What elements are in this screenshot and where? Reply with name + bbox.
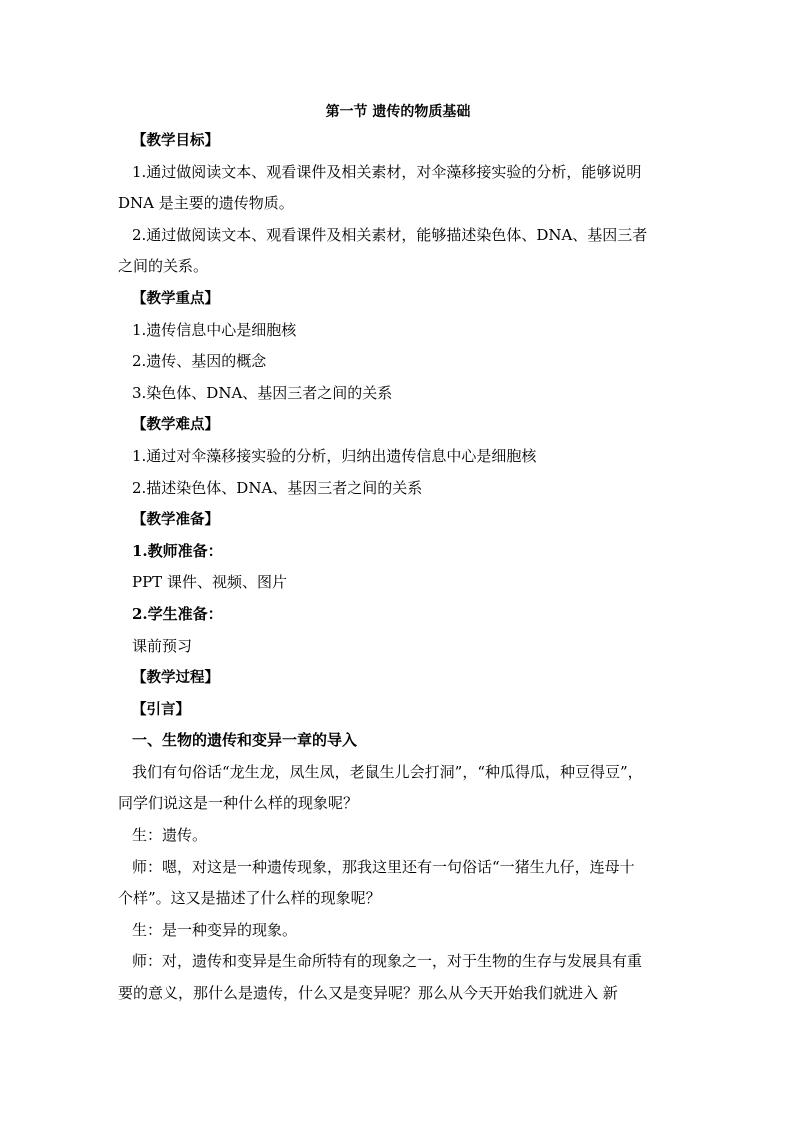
paragraph-1-line1: 我们有句俗话“龙生龙，凤生凤，老鼠生儿会打洞”，“种瓜得瓜，种豆得豆”， [132,762,643,781]
process-heading: 【教学过程】 [132,669,219,687]
objectives-heading: 【教学目标】 [132,132,219,149]
teacher-paragraph-3-line1: 师：对，遗传和变异是生命所特有的现象之一，对于生物的生存与发展具有重 [132,952,643,971]
difficulties-heading: 【教学难点】 [132,416,219,434]
page-title: 第一节 遗传的物质基础 [325,104,471,120]
teacher-prep-label: 1.教师准备： [132,541,223,560]
document-page [118,100,678,1010]
keypoints-heading: 【教学重点】 [132,289,219,307]
student-reply-1: 生：遗传。 [132,826,208,845]
teacher-paragraph-3-line2: 要的意义，那什么是遗传，什么又是变异呢？那么从今天开始我们就进入 新 [118,984,618,1003]
keypoint-3: 3.染色体、DNA、基因三者之间的关系 [132,383,393,402]
keypoint-1: 1.遗传信息中心是细胞核 [132,320,297,339]
preparation-heading: 【教学准备】 [132,511,219,529]
objective-2-line1: 2.通过做阅读文本、观看课件及相关素材，能够描述染色体、DNA、基因三者 [132,225,648,244]
objective-2-line2: 之间的关系。 [118,257,209,276]
keypoint-2: 2.遗传、基因的概念 [132,352,267,371]
paragraph-1-line2: 同学们说这是一种什么样的现象呢？ [118,794,359,813]
student-reply-2: 生：是一种变异的现象。 [132,920,298,939]
student-prep-text: 课前预习 [132,636,193,655]
teacher-paragraph-2-line2: 个样”。这又是描述了什么样的现象呢？ [118,889,381,908]
difficulty-1: 1.通过对伞藻移接实验的分析，归纳出遗传信息中心是细胞核 [132,446,537,465]
teacher-prep-text: PPT 课件、视频、图片 [132,573,287,592]
teacher-paragraph-2-line1: 师：嗯，对这是一种遗传现象，那我这里还有一句俗话“一猪生九仔，连母十 [132,857,635,876]
student-prep-label: 2.学生准备： [132,604,223,623]
difficulty-2: 2.描述染色体、DNA、基因三者之间的关系 [132,478,423,497]
objective-1-line2: DNA 是主要的遗传物质。 [118,194,294,213]
part-one-heading: 一、生物的遗传和变异一章的导入 [132,731,358,750]
intro-heading: 【引言】 [132,700,190,718]
objective-1-line1: 1.通过做阅读文本、观看课件及相关素材，对伞藻移接实验的分析，能够说明 [132,162,642,181]
